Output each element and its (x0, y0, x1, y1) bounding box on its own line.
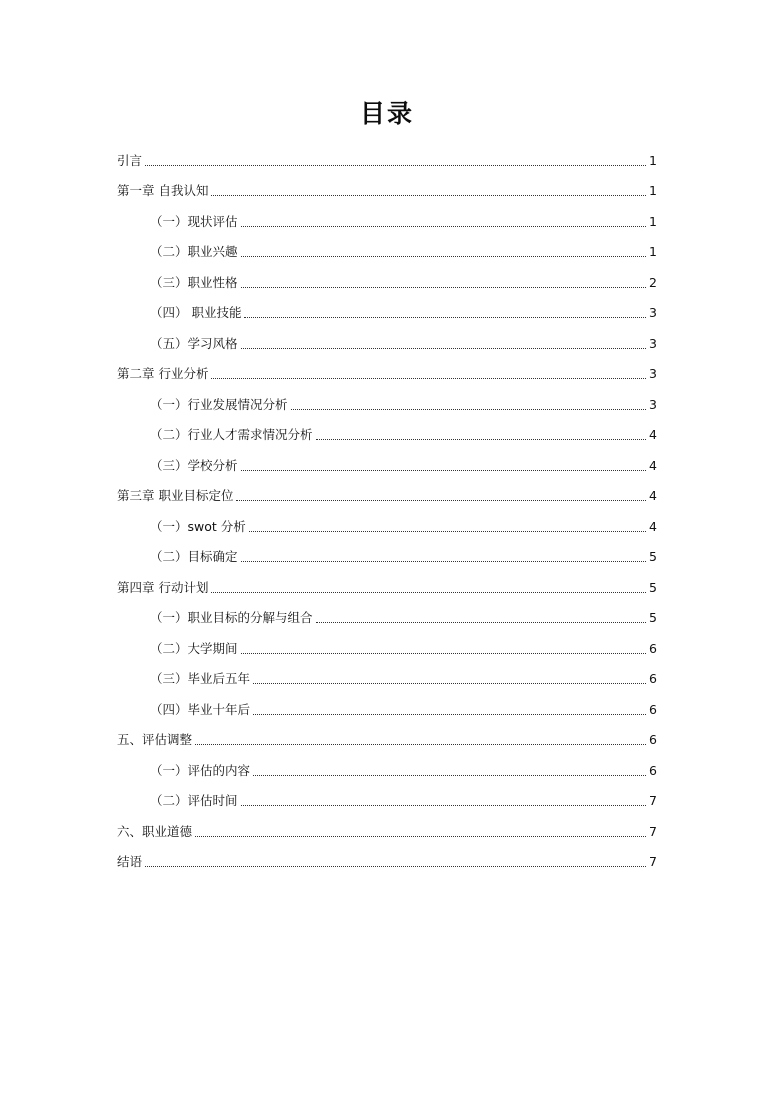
toc-entry-page-number: 2 (649, 274, 657, 290)
toc-entry[interactable] (117, 748, 657, 779)
toc-dot-leader (244, 317, 646, 318)
toc-title: 目录 (359, 99, 414, 128)
toc-entry-page-number: 1 (649, 213, 657, 229)
toc-entry-label: （五）学习风格 (150, 335, 238, 351)
toc-entry[interactable] (117, 291, 657, 322)
toc-entry[interactable] (117, 565, 657, 596)
toc-entry-page-number: 4 (649, 488, 657, 503)
toc-entry[interactable] (117, 687, 657, 718)
toc-entry-label: （二）行业人才需求情况分析 (150, 427, 313, 442)
toc-entry[interactable] (117, 657, 657, 688)
toc-dot-leader (253, 683, 646, 684)
toc-entry-label: （一）评估的内容 (150, 762, 251, 778)
toc-entry-label: 第四章 行动计划 (117, 579, 209, 595)
toc-dot-leader (241, 561, 646, 562)
toc-dot-leader (316, 439, 646, 440)
toc-entry-label: （三）毕业后五年 (150, 671, 251, 686)
toc-entry-label: （一）行业发展情况分析 (150, 396, 288, 412)
toc-entry-label: （三）职业性格 (150, 274, 238, 290)
toc-entry-page-number: 7 (649, 823, 657, 839)
toc-entry-page-number: 6 (649, 701, 657, 717)
toc-entry[interactable] (117, 169, 657, 200)
toc-entry-page-number: 6 (649, 671, 657, 686)
toc-entry-label: 第一章 自我认知 (117, 183, 209, 198)
toc-entry-label: 五、评估调整 (117, 732, 193, 747)
toc-entry-page-number: 5 (649, 549, 657, 564)
toc-dot-leader (291, 409, 646, 410)
toc-dot-leader (241, 805, 646, 806)
toc-entry-label: （二）评估时间 (150, 793, 238, 808)
toc-entry-page-number: 6 (649, 762, 657, 778)
toc-dot-leader (253, 714, 646, 715)
toc-entry-label: （四）毕业十年后 (150, 701, 251, 717)
toc-entry[interactable] (117, 321, 657, 352)
toc-entry[interactable] (117, 352, 657, 383)
toc-entry[interactable] (117, 382, 657, 413)
toc-entry-label: （三）学校分析 (150, 457, 238, 473)
toc-entry-page-number: 4 (649, 427, 657, 442)
toc-dot-leader (195, 744, 646, 745)
toc-dot-leader (211, 592, 646, 593)
toc-entry-page-number: 7 (649, 793, 657, 808)
toc-entry-label: 六、职业道德 (117, 823, 193, 839)
toc-entry-page-number: 6 (649, 732, 657, 747)
toc-entry[interactable] (117, 840, 657, 871)
toc-entry-page-number: 5 (649, 610, 657, 625)
toc-entry[interactable] (117, 443, 657, 474)
toc-entry-label: （四） 职业技能 (150, 305, 242, 320)
toc-dot-leader (316, 622, 646, 623)
toc-entry-label: 结语 (117, 854, 143, 869)
toc-entry[interactable] (117, 230, 657, 261)
toc-entry[interactable] (117, 809, 657, 840)
toc-entry-page-number: 1 (649, 152, 657, 168)
toc-dot-leader (145, 165, 646, 166)
toc-entry-page-number: 6 (649, 640, 657, 656)
toc-entry-page-number: 4 (649, 457, 657, 473)
toc-entry-page-number: 1 (649, 244, 657, 259)
toc-dot-leader (195, 836, 646, 837)
toc-dot-leader (241, 653, 646, 654)
toc-entry[interactable] (117, 718, 657, 749)
toc-dot-leader (249, 531, 646, 532)
toc-entry[interactable] (117, 413, 657, 444)
toc-entry-page-number: 5 (649, 579, 657, 595)
toc-dot-leader (253, 775, 646, 776)
toc-dot-leader (211, 378, 646, 379)
toc-dot-leader (241, 348, 646, 349)
toc-entry[interactable] (117, 138, 657, 169)
toc-dot-leader (236, 500, 646, 501)
toc-entry[interactable] (117, 504, 657, 535)
toc-entry-label: （二）目标确定 (150, 549, 238, 564)
toc-entry[interactable] (117, 596, 657, 627)
toc-entry-page-number: 3 (649, 366, 657, 381)
toc-entry-label: （二）职业兴趣 (150, 244, 238, 259)
toc-dot-leader (241, 256, 646, 257)
toc-entry-label: 第三章 职业目标定位 (117, 488, 234, 503)
toc-entry-label: （一）swot 分析 (150, 518, 246, 534)
toc-dot-leader (241, 226, 646, 227)
toc-entry[interactable] (117, 626, 657, 657)
toc-entry-label: （一）职业目标的分解与组合 (150, 610, 313, 625)
toc-dot-leader (211, 195, 646, 196)
toc-dot-leader (241, 287, 646, 288)
toc-entry-label: （一）现状评估 (150, 213, 238, 229)
toc-entry[interactable] (117, 474, 657, 505)
toc-dot-leader (145, 866, 646, 867)
toc-entry-page-number: 3 (649, 396, 657, 412)
toc-entry-page-number: 4 (649, 518, 657, 534)
toc-entry-page-number: 7 (649, 854, 657, 869)
toc-entry-label: 第二章 行业分析 (117, 366, 209, 381)
toc-entry[interactable] (117, 260, 657, 291)
toc-entry[interactable] (117, 199, 657, 230)
toc-entry-page-number: 1 (649, 183, 657, 198)
table-of-contents (117, 138, 657, 870)
toc-entry-page-number: 3 (649, 335, 657, 351)
toc-entry-label: （二）大学期间 (150, 640, 238, 656)
toc-entry[interactable] (117, 779, 657, 810)
toc-entry[interactable] (117, 535, 657, 566)
toc-entry-page-number: 3 (649, 305, 657, 320)
toc-entry-label: 引言 (117, 152, 143, 168)
toc-dot-leader (241, 470, 646, 471)
